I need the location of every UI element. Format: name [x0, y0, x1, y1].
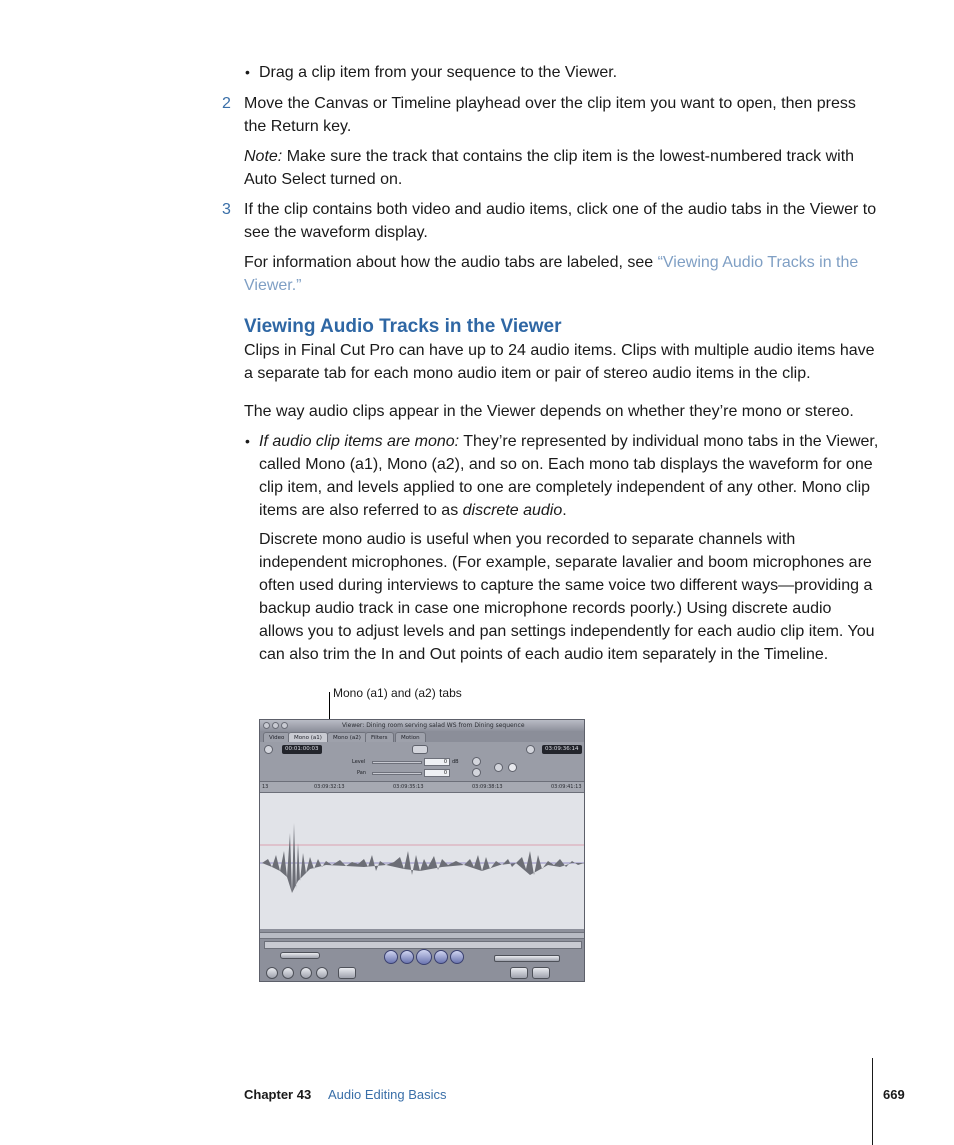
play-icon[interactable]: [416, 949, 432, 965]
generator-icon[interactable]: [532, 967, 550, 979]
info-paragraph: [244, 251, 880, 297]
viewer-title: Viewer: Dining room serving salad WS from Dining sequence: [342, 722, 525, 729]
level-slider[interactable]: [372, 761, 422, 764]
section-para-2: The way audio clips appear in the Viewer depends on whether they’re mono or stereo.: [244, 403, 854, 420]
close-window-icon[interactable]: [263, 722, 270, 729]
viewer-window-screenshot: [259, 719, 585, 982]
match-frame-icon[interactable]: [338, 967, 356, 979]
add-marker-icon[interactable]: [300, 967, 312, 979]
waveform-graphic: [260, 793, 585, 929]
tab-motion[interactable]: Motion: [395, 732, 426, 742]
bullet-marker: •: [245, 433, 250, 449]
duration-icon[interactable]: [264, 745, 273, 754]
play-in-out-icon[interactable]: [400, 950, 414, 964]
step-number-2: 2: [222, 95, 231, 112]
tab-video[interactable]: Video: [263, 732, 290, 742]
section-para-1: Clips in Final Cut Pro can have up to 24 audio items. Clips with multiple audio items have a separate tab for each mono audio item or pair of stereo audio items in the clip.: [244, 342, 875, 382]
zoom-popup-icon[interactable]: [412, 745, 428, 754]
jog-wheel-icon[interactable]: [494, 955, 560, 962]
bullet-drag-text: Drag a clip item from your sequence to the Viewer.: [259, 64, 618, 81]
minimize-window-icon[interactable]: [272, 722, 279, 729]
ruler-label: 03:09:38:13: [472, 784, 503, 790]
level-keyframe-icon[interactable]: [472, 757, 481, 766]
reset-icon[interactable]: [494, 763, 503, 772]
previous-edit-icon[interactable]: [384, 950, 398, 964]
discrete-paragraph: Discrete mono audio is useful when you recorded to separate channels with independent microphones. (For example, separate lavalier and boom microphones are often used during interviews to capture the same voice two different ways—providing a backup audio track in case one microphone records poorly.) Using discrete audio allows you to adjust levels and pan settings independently for each audio clip item. You can also trim the In and Out points of each audio item separately in the Timeline.: [259, 531, 875, 663]
footer-chapter-title: Audio Editing Basics: [328, 1087, 447, 1102]
ruler-label: 03:09:35:13: [393, 784, 424, 790]
tab-filters[interactable]: Filters: [365, 732, 394, 742]
note-text: Make sure the track that contains the clip item is the lowest-numbered track with Auto Select turned on.: [244, 148, 855, 188]
zoom-scrollbar[interactable]: [260, 932, 584, 939]
zoom-window-icon[interactable]: [281, 722, 288, 729]
transport-area: [260, 929, 584, 982]
shuttle-icon[interactable]: [280, 952, 320, 959]
info-prefix: For information about how the audio tabs are labeled, see: [244, 254, 658, 271]
figure-caption: Mono (a1) and (a2) tabs: [333, 686, 462, 700]
waveform-display[interactable]: [260, 793, 584, 929]
page-number: 669: [883, 1087, 905, 1102]
mono-label: If audio clip items are mono:: [259, 433, 460, 450]
add-keyframe-icon[interactable]: [316, 967, 328, 979]
viewing-audio-link[interactable]: “Viewing Audio Tracks in the Viewer.”: [244, 254, 859, 294]
discrete-audio-term: discrete audio: [462, 502, 563, 519]
tab-mono-a2[interactable]: Mono (a2): [327, 732, 367, 742]
tab-mono-a1[interactable]: Mono (a1): [288, 732, 328, 742]
step-3-text: If the clip contains both video and audio items, click one of the audio tabs in the Viewer to see the waveform display.: [244, 201, 877, 241]
level-label: Level: [352, 759, 366, 765]
level-field[interactable]: 0: [424, 758, 450, 766]
viewer-tabs: [260, 731, 584, 742]
next-edit-icon[interactable]: [450, 950, 464, 964]
play-around-icon[interactable]: [434, 950, 448, 964]
note-paragraph: [244, 145, 880, 191]
step-2-text: Move the Canvas or Timeline playhead over the clip item you want to open, then press the Return key.: [244, 95, 856, 135]
recent-clips-icon[interactable]: [510, 967, 528, 979]
mono-text: They’re represented by individual mono tabs in the Viewer, called Mono (a1), Mono (a2), and so on. Each mono tab displays the waveform for one clip item, and levels applied to one are completely independent of any other. Mono clip items are also referred to as: [259, 433, 879, 519]
mark-out-icon[interactable]: [282, 967, 294, 979]
ruler-label: 03:09:41:13: [551, 784, 582, 790]
ruler-label: 03:09:32:13: [314, 784, 345, 790]
mono-paragraph: [259, 430, 879, 522]
timecode-duration[interactable]: 00:01:00:03: [282, 745, 322, 754]
pan-keyframe-icon[interactable]: [472, 768, 481, 777]
pan-field[interactable]: 0: [424, 769, 450, 777]
viewer-titlebar: [260, 720, 584, 731]
scrubber-bar[interactable]: [264, 941, 582, 949]
timeline-ruler: [260, 781, 584, 793]
section-heading: Viewing Audio Tracks in the Viewer: [244, 316, 562, 337]
pan-label: Pan: [357, 770, 367, 776]
note-label: Note:: [244, 148, 283, 165]
mark-in-icon[interactable]: [266, 967, 278, 979]
step-number-3: 3: [222, 201, 231, 218]
current-timecode-icon[interactable]: [526, 745, 535, 754]
level-unit: dB: [452, 759, 459, 765]
mono-end: .: [562, 502, 567, 519]
footer-divider: [872, 1058, 873, 1145]
pan-slider[interactable]: [372, 772, 422, 775]
drag-hand-icon[interactable]: [508, 763, 517, 772]
footer-chapter: Chapter 43: [244, 1087, 312, 1102]
bullet-marker: •: [245, 64, 250, 80]
ruler-label: 13: [262, 784, 269, 790]
timecode-current[interactable]: 03:09:36:14: [542, 745, 582, 754]
